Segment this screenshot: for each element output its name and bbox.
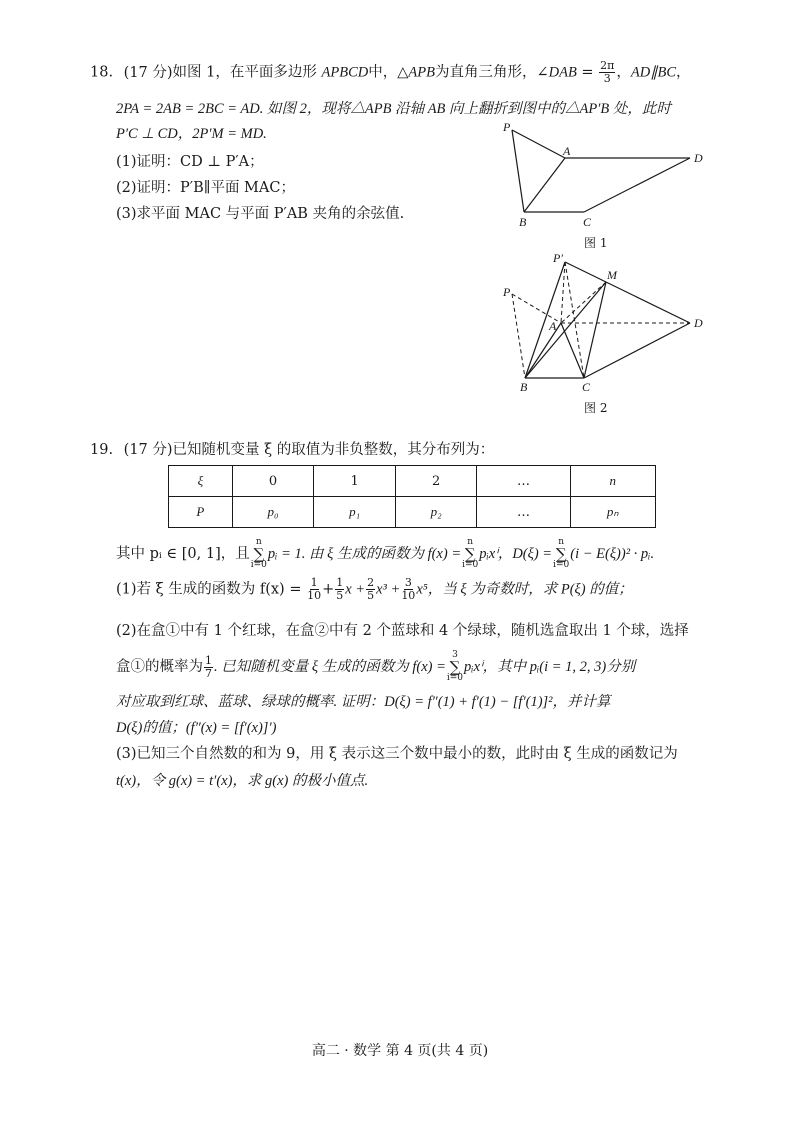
sum-symbol: 3 ∑ i=0 — [446, 650, 464, 683]
q18-part1: (1)证明：CD ⊥ P′A； — [116, 154, 264, 170]
fig1-label-P: P — [503, 120, 511, 134]
fig2-edge-AB — [525, 323, 561, 378]
q18-line2: 2PA = 2AB = 2BC = AD. 如图 2，现将△APB 沿轴 AB 向上翻折到图中的△AP′B 处，此时 — [116, 101, 671, 117]
fig2-edge-P1B — [525, 262, 565, 378]
fig1-edge-PB — [512, 130, 524, 212]
sum-symbol: n ∑ i=0 — [250, 537, 267, 570]
table-cell: … — [477, 497, 570, 528]
table-cell: 0 — [232, 466, 314, 497]
fig2-caption: 图 2 — [584, 401, 608, 415]
p2-text-c: pᵢxⁱ，其中 pᵢ(i = 1, 2, 3)分别 — [464, 659, 636, 675]
fig2-edge-AC — [561, 323, 584, 378]
q18-angle: DAB — [548, 64, 577, 81]
fig2-dash-PB — [512, 294, 525, 378]
q18-text-c: 为直角三角形，∠ — [434, 64, 549, 81]
q19-part3-line1: (3)已知三个自然数的和为 9，用 ξ 表示这三个数中最小的数，此时由 ξ 生成的函数记为 — [116, 746, 678, 762]
table-cell: n — [570, 466, 655, 497]
fig2-edge-MC — [584, 282, 606, 378]
q19-part2-line3: 对应取到红球、蓝球、绿球的概率. 证明：D(ξ) = f″(1) + f′(1) − [f′(1)]²，并计算 — [116, 694, 611, 710]
fig2-edge-MD — [606, 282, 690, 323]
q18-text-a: 如图 1，在平面多边形 — [172, 64, 317, 81]
q18-tri: APB — [408, 64, 435, 81]
fig2-dash-PA — [512, 294, 561, 323]
fig1-label-B: B — [519, 215, 527, 229]
sum-symbol: n ∑ i=0 — [553, 537, 570, 570]
cond-text-4: (i − E(ξ))² · pᵢ. — [570, 546, 655, 562]
table-cell: … — [477, 466, 570, 497]
fraction: $\frac{2}{5}$ — [367, 576, 375, 602]
p1-x: x + — [345, 581, 366, 598]
q19-intro: 已知随机变量 ξ 的取值为非负整数，其分布列为： — [172, 442, 495, 458]
fig1-edge-CD — [584, 158, 690, 212]
table-cell: 2 — [395, 466, 477, 497]
table-cell: p₁ — [314, 497, 396, 528]
q18-poly: APBCD — [321, 64, 369, 81]
fig2-edge-CD — [584, 323, 690, 378]
q19-part2-line4: D(ξ)的值；(f″(x) = [f′(x)]′) — [116, 720, 277, 736]
table-row — [169, 497, 656, 528]
fig1-edge-AB — [524, 158, 565, 212]
q18-angle-fraction: $\frac{2\pi}{3}$ — [600, 59, 615, 85]
fig2-label-A: A — [549, 319, 557, 333]
table-cell: ξ — [169, 466, 233, 497]
fig2-label-C: C — [582, 380, 591, 394]
fig2-label-M: M — [607, 268, 617, 282]
p1-text: (1)若 ξ 生成的函数为 f(x) = — [116, 581, 302, 598]
cond-text-1: 其中 pᵢ ∈ [0, 1]，且 — [116, 546, 250, 562]
fig1-label-A: A — [563, 144, 571, 158]
q19-part2-line1: (2)在盒①中有 1 个红球，在盒②中有 2 个蓝球和 4 个绿球，随机选盒取出 1 个球，选择 — [116, 623, 689, 639]
distribution-table — [168, 465, 656, 528]
q18-part2: (2)证明：P′B∥平面 MAC； — [116, 180, 295, 196]
q19-condition-line — [116, 538, 654, 570]
fraction: $\frac{1}{5}$ — [336, 576, 344, 602]
cond-text-3: pᵢxⁱ，D(ξ) = — [479, 546, 553, 562]
page-footer: 高二 · 数学 第 4 页(共 4 页) — [311, 1043, 489, 1059]
q19-part2-line2 — [116, 651, 635, 683]
table-cell: p₀ — [232, 497, 314, 528]
fig2-edge-P1M — [565, 262, 606, 282]
p2-text-a: 盒①的概率为 — [116, 659, 203, 675]
table-cell: pₙ — [570, 497, 655, 528]
q18-text-b: 中，△ — [368, 64, 409, 81]
table-cell: P — [169, 497, 233, 528]
figure-2 — [525, 262, 690, 378]
fig2-dash-P1C — [565, 262, 584, 378]
fig2-label-P: P — [503, 285, 511, 299]
fraction: $\frac{1}{10}$ — [307, 576, 322, 602]
q18-number: 18. — [90, 64, 114, 81]
table-row — [169, 466, 656, 497]
q19-line1 — [90, 438, 494, 459]
q18-line1: 18. (17 分)如图 1，在平面多边形 APBCD中，△APB为直角三角形，∠DAB = $\frac{2\pi}{3}$ ，AD∥BC， — [90, 59, 691, 85]
q19-number: 19. — [90, 442, 114, 458]
p2-text-b: . 已知随机变量 ξ 生成的函数为 f(x) = — [214, 659, 446, 675]
fig1-label-C: C — [583, 215, 592, 229]
q18-text-d: ， — [616, 64, 631, 81]
p1-x5: x⁵，当 ξ 为奇数时，求 P(ξ) 的值； — [416, 581, 633, 598]
fraction: $\frac{1}{7}$ — [205, 653, 212, 680]
q18-parallel: AD∥BC — [630, 64, 677, 81]
q18-text-e: ， — [676, 64, 691, 81]
q18-part3: (3)求平面 MAC 与平面 P′AB 夹角的余弦值. — [116, 206, 405, 222]
fig1-label-D: D — [694, 151, 703, 165]
fig2-label-P1: P′ — [553, 251, 563, 265]
q19-part3-line2: t(x)，令 g(x) = t′(x)，求 g(x) 的极小值点. — [116, 773, 369, 789]
fraction: $\frac{3}{10}$ — [401, 576, 416, 602]
plus: + — [322, 581, 335, 598]
q18-score: (17 分) — [123, 64, 173, 81]
fig2-label-D: D — [694, 316, 703, 330]
fig1-caption: 图 1 — [584, 236, 608, 250]
cond-text-2: pᵢ = 1. 由 ξ 生成的函数为 f(x) = — [267, 546, 462, 562]
q18-line3: P′C ⊥ CD，2P′M = MD. — [116, 126, 267, 142]
table-cell: 1 — [314, 466, 396, 497]
table-cell: p₂ — [395, 497, 477, 528]
fig2-edge-MB — [525, 282, 606, 378]
fig2-label-B: B — [520, 380, 528, 394]
sum-symbol: n ∑ i=0 — [462, 537, 479, 570]
fig2-dash-MA — [561, 282, 606, 323]
q19-part1 — [116, 577, 633, 602]
fig2-dash-P1A — [561, 262, 565, 323]
fig1-edge-PA — [512, 130, 565, 158]
p1-x3: x³ + — [376, 581, 401, 598]
q19-score: (17 分) — [123, 442, 173, 458]
